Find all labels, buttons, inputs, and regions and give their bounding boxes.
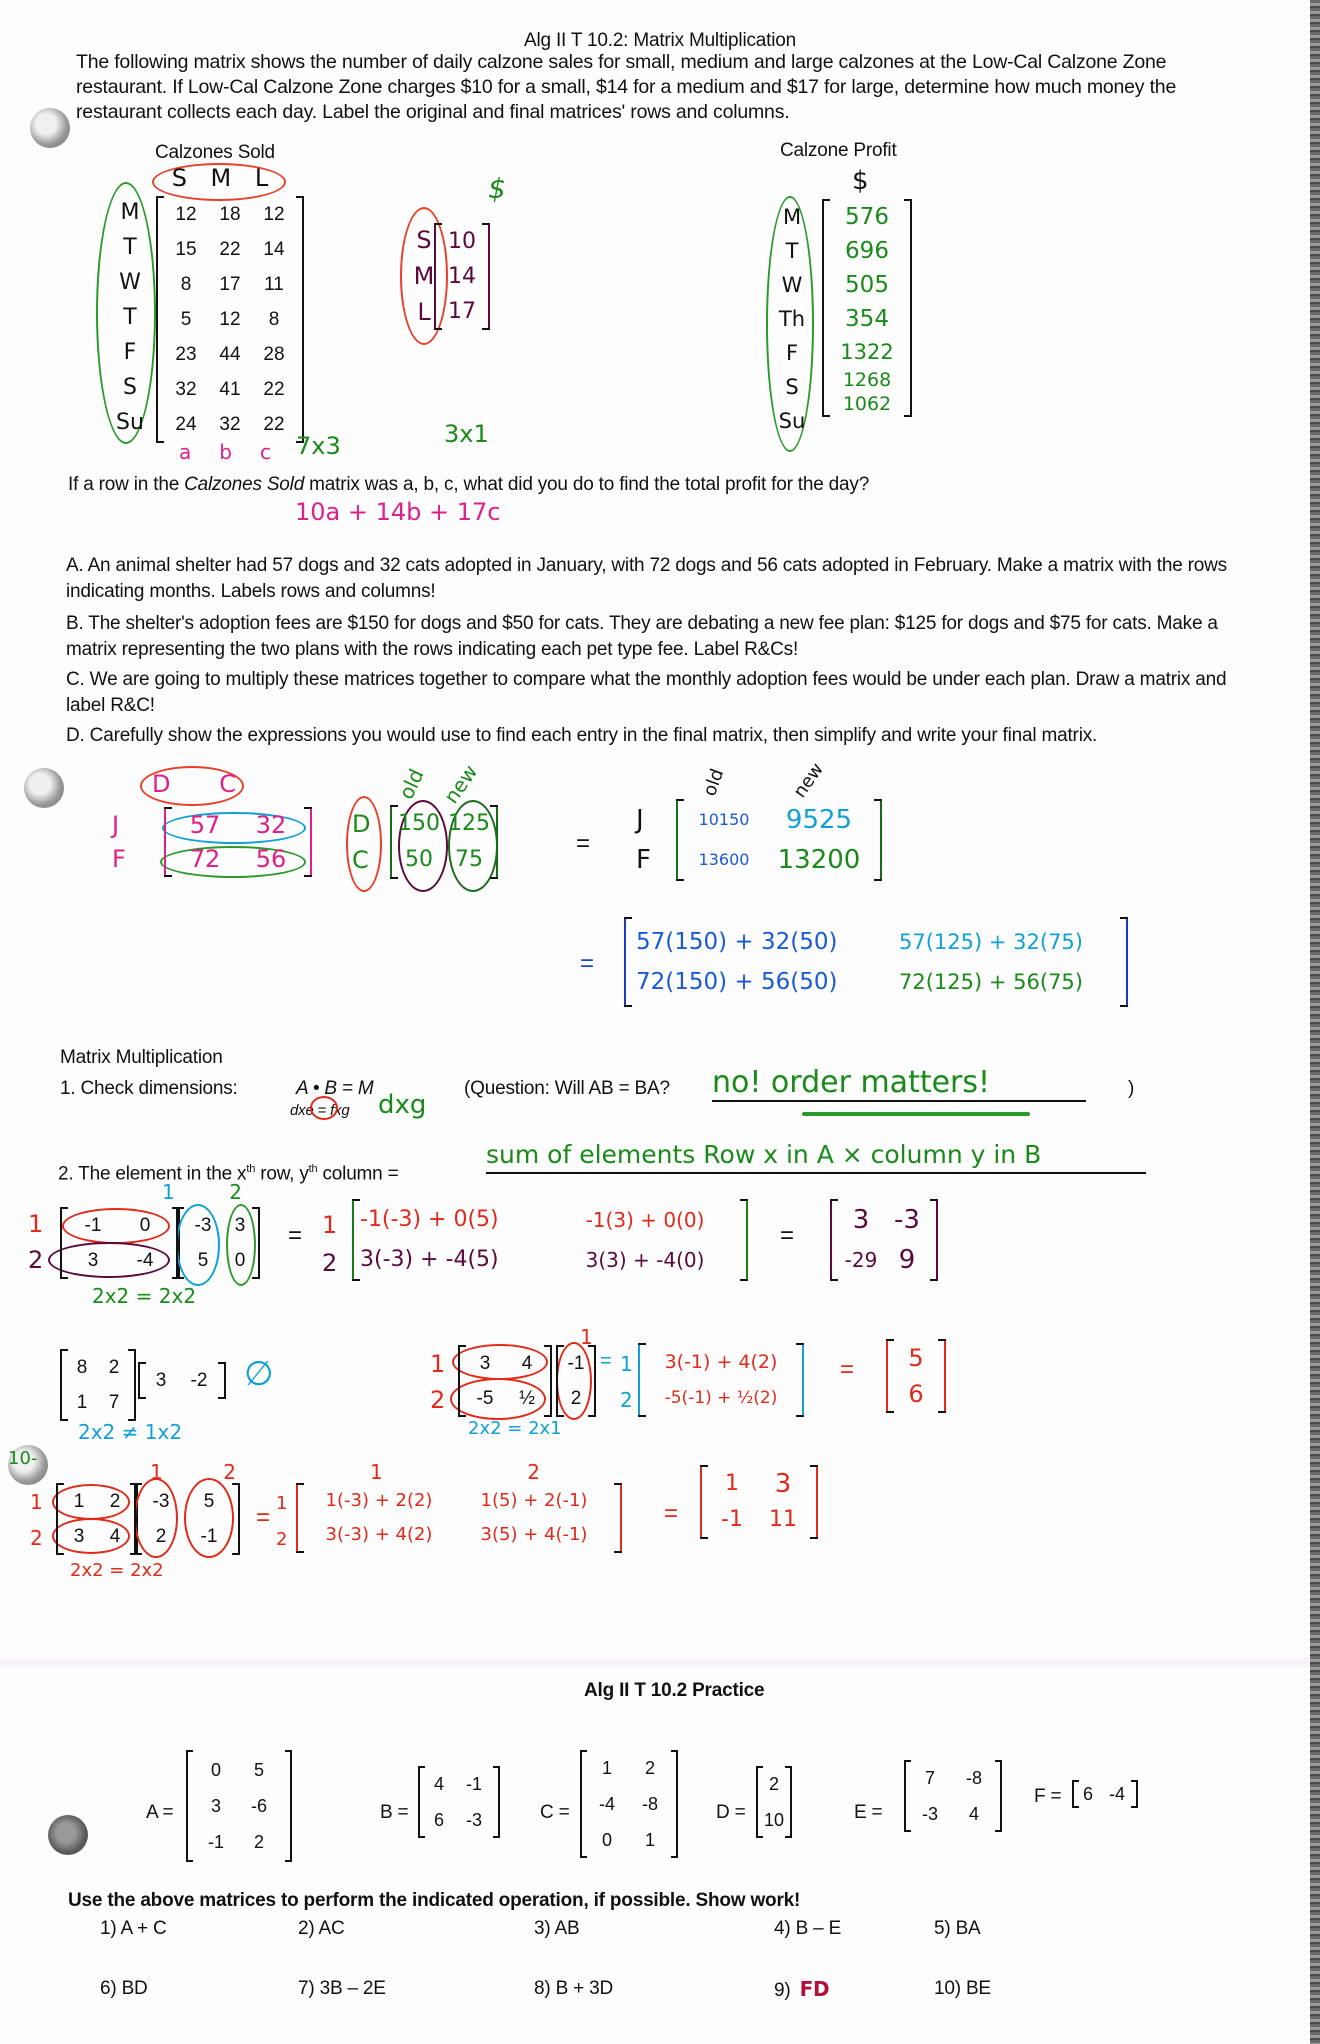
shelter-part-b: B. The shelter's adoption fees are $150 for dogs and $50 for cats. They are debating a new fee plan: $125 for dogs and $75 for cats. Make a matrix representing the two plans with the rows indicating each pet type fee. Label R&Cs! [66,613,1218,660]
row-num: 2 [28,1246,44,1274]
step2-text: row, y [255,1163,309,1185]
ex1-dims: 2x2 = 2x2 [92,1284,197,1308]
problem-10: 10) BE [934,1978,991,1999]
matrix-cell: 4 [521,1353,533,1374]
margin-note: 10- [8,1448,38,1469]
matrix-cell: -3 [194,1215,212,1236]
ex4-expression-matrix [296,1484,622,1552]
row-label: J [112,811,120,839]
matrix-cell: 354 [845,306,889,332]
problem-3: 3) AB [534,1918,580,1939]
problem-6: 6) BD [100,1978,148,1999]
ex3-row-nums [430,1346,445,1418]
matrix-cell: 8 [180,274,192,295]
ex2-matrix-a [60,1350,136,1420]
practice-matrix-c [580,1750,678,1858]
practice-matrix-f [1072,1780,1138,1808]
matrix-cell: -5 [476,1388,494,1409]
row-label: F [123,340,137,365]
matrix-cell: 10150 [698,810,750,829]
row-label: Su [778,409,806,433]
matrix-cell: -1 [721,1507,743,1532]
matrix-cell: -3 [894,1205,920,1235]
rules-step2-answer: sum of elements Row x in A × column y in B [486,1138,1146,1174]
row-num: 2 [430,1386,446,1414]
calzones-sold-label: Calzones Sold [155,142,275,163]
matrix-cell: 3 [479,1353,491,1374]
question-text: If a row in the [68,474,185,495]
superscript: th [246,1163,256,1175]
row-label: Su [116,410,144,435]
ex4-row-nums [30,1484,43,1556]
matrix-cell: 14 [448,264,476,289]
result-col-old: old [699,766,729,799]
expression-cell: 3(3) + -4(0) [585,1248,705,1272]
matrix-cell: 24 [175,414,197,435]
ex1-matrix-a [60,1208,180,1278]
matrix-cell: 17 [219,274,241,295]
matrix-cell: 3 [774,1469,792,1499]
matrix-cell: 6 [908,1380,924,1408]
expression-cell: 3(5) + 4(-1) [480,1524,588,1545]
matrix-cell: 1 [725,1471,739,1496]
matrix-cell: -29 [844,1248,878,1272]
dollar-sign-icon: $ [852,166,869,196]
equals-sign: = [600,1350,612,1372]
matrix-cell: 2 [155,1526,167,1547]
matrix-cell: 32 [219,414,241,435]
matrix-cell: 1 [601,1758,612,1778]
matrix-cell: 3 [87,1250,99,1271]
matrix-cell: 5 [180,309,192,330]
ex1-result-matrix [830,1200,938,1280]
ex2-dims: 2x2 ≠ 1x2 [78,1420,183,1444]
matrix-cell: 2 [768,1774,779,1794]
calzone-question [68,472,869,498]
rules-answer: no! order matters! [712,1066,1086,1102]
ex4-matrix-a [56,1484,138,1554]
expression-cell: 3(-1) + 4(2) [664,1351,778,1373]
ex3-result-matrix [886,1340,946,1412]
practice-instructions: Use the above matrices to perform the indicated operation, if possible. Show work! [68,1890,801,1911]
matrix-cell: 22 [263,379,285,400]
col-label-large: L [254,164,269,192]
result-matrix [676,800,882,880]
matrix-cell: -6 [250,1796,267,1816]
matrix-cell: 3 [852,1205,870,1235]
ex1-row-nums [28,1206,43,1278]
calzone-profit-label: Calzone Profit [780,140,897,161]
matrix-cell: 32 [255,811,287,839]
hole-punch-icon [24,768,64,808]
practice-title: Alg II T 10.2 Practice [584,1680,765,1701]
fee-col-old: old [393,765,429,803]
matrix-cell: 14 [263,239,285,260]
col-label-small: S [171,164,187,192]
expression-cell: 1(-3) + 2(2) [325,1490,433,1511]
matrix-cell: -3 [921,1804,938,1824]
col-num: 2 [223,1460,236,1484]
col-num: 1 [150,1460,163,1484]
row-label: T [785,239,799,263]
ex1-col-nums [162,1180,242,1204]
matrix-cell: ½ [519,1388,535,1409]
adoption-matrix [164,808,312,876]
row-label: T [123,235,137,260]
expression-cell: 3(-3) + 4(2) [325,1524,433,1545]
matrix-cell: 2 [570,1388,582,1409]
matrix-cell: -3 [465,1810,482,1830]
matrix-cell: 5 [197,1250,209,1271]
matrix-cell: 9 [898,1245,916,1275]
hole-punch-icon [48,1815,88,1855]
row-label: L [417,298,431,326]
abc-label: c [259,440,271,464]
rules-step1: 1. Check dimensions: [60,1078,238,1099]
practice-matrix-e [904,1760,1002,1832]
matrix-cell: 17 [448,299,476,324]
matrix-cell: 1 [76,1392,88,1413]
rules-dims-result: dxg [378,1090,427,1120]
col-label: C [219,770,236,798]
matrix-cell: 41 [219,379,241,400]
matrix-cell: -4 [598,1794,615,1814]
matrix-cell: 32 [175,379,197,400]
expression-cell: -1(-3) + 0(5) [360,1207,499,1232]
matrix-cell: 12 [175,204,197,225]
matrix-cell: 0 [234,1250,246,1271]
fee-row-labels [352,806,370,878]
matrix-cell: 3 [234,1215,246,1236]
rules-dims: dxe = fxg [290,1102,350,1119]
row-num: 1 [30,1490,43,1514]
fee-matrix [390,806,498,878]
problem-5: 5) BA [934,1918,981,1939]
row-label: W [119,270,141,295]
col-num: 2 [229,1180,242,1204]
ex4-matrix-b [134,1484,240,1554]
superscript: th [308,1163,318,1175]
matrix-cell: -4 [136,1250,154,1271]
matrix-cell: 125 [448,811,490,836]
matrix-cell: 72 [189,845,221,873]
ex3-dims: 2x2 = 2x1 [468,1418,562,1439]
ex3-matrix-a [458,1346,552,1416]
answer-underline [802,1112,1030,1116]
ex1-expression-matrix [352,1200,748,1280]
expression-cell: 1(5) + 2(-1) [480,1490,588,1511]
row-num: 1 [28,1210,44,1238]
matrix-cell: 4 [968,1804,979,1824]
equals-sign: = [664,1500,679,1527]
row-num: 2 [276,1529,288,1550]
matrix-cell: 11 [264,274,284,295]
problem-1: 1) A + C [100,1918,167,1939]
matrix-cell: 505 [845,272,889,298]
equals-sign: = [256,1504,271,1531]
matrix-cell: -1 [465,1774,482,1794]
row-label: S [785,375,799,399]
row-num: 1 [430,1350,446,1378]
step2-text: column = [317,1163,399,1185]
matrix-cell: 5 [908,1344,924,1372]
matrix-cell: 2 [253,1832,264,1852]
shelter-part-a: A. An animal shelter had 57 dogs and 32 cats adopted in January, with 72 dogs and 56 cats adopted in February. Make a matrix with the rows indicating months. Labels rows and columns! [66,555,1227,602]
dollar-sign-icon: $ [488,172,506,205]
row-num: 2 [30,1526,43,1550]
row-num: 2 [620,1388,633,1412]
matrix-cell: -1 [207,1832,224,1852]
price-matrix [434,224,490,329]
matrix-cell: 8 [76,1357,88,1378]
matrix-cell: 12 [219,309,241,330]
matrix-cell: 1 [73,1491,85,1512]
equals-sign: = [288,1222,303,1249]
matrix-cell: 18 [219,204,241,225]
matrix-cell: 22 [263,414,285,435]
calzone-profit-matrix [822,200,912,416]
ex1-matrix-b [176,1208,260,1278]
matrix-cell: 13600 [698,850,750,869]
row-label: M [120,200,140,225]
row-label: F [112,845,126,873]
row-label: F [636,845,651,875]
matrix-cell: -8 [641,1794,658,1814]
ex4-result-matrix [700,1466,818,1538]
ex3-expr-row-nums [620,1346,633,1418]
page-edge-shadow [1310,0,1320,2044]
ex4-dims: 2x2 = 2x2 [70,1560,164,1581]
matrix-cell: 1322 [840,340,894,364]
matrix-b-label: B = [380,1802,409,1823]
expression-cell: 57(150) + 32(50) [636,929,838,955]
inner-dims-circle [310,1096,338,1120]
row-num: 1 [620,1352,633,1376]
intro-paragraph: The following matrix shows the number of daily calzone sales for small, medium and large calzones at the Low-Cal Calzone Zone restaurant. If Low-Cal Calzone Zone charges $10 for a small, $14 for a medium and $17 for large, determine how much money the restaurant collects each day. Label the original and final matrices' rows and columns. [76,51,1177,123]
profit-row-labels [772,200,812,438]
calzone-answer: 10a + 14b + 17c [295,498,501,526]
rules-question: (Question: Will AB = BA? [464,1078,670,1099]
matrix-cell: -2 [190,1370,208,1391]
matrix-a-label: A = [146,1802,174,1823]
matrix-cell: 10 [448,229,476,254]
abc-label: b [219,440,232,464]
sold-dimensions: 7x3 [296,432,341,460]
abc-labels [165,440,285,464]
result-row-labels [636,800,651,880]
question-emphasis: Calzones Sold [184,474,305,495]
row-num: 1 [276,1493,288,1514]
ex1-expr-row-nums [322,1206,337,1282]
expression-cell: 72(150) + 56(50) [636,969,838,995]
matrix-cell: 6 [1082,1784,1093,1804]
row-num: 2 [322,1249,338,1277]
problem-4: 4) B – E [774,1918,842,1939]
row-num: 1 [322,1211,338,1239]
row-label: S [416,226,432,254]
matrix-cell: 7 [924,1768,935,1788]
matrix-cell: 5 [253,1760,264,1780]
matrix-cell: 3 [155,1370,167,1391]
expression-cell: -5(-1) + ½(2) [664,1388,778,1408]
matrix-cell: 44 [219,344,241,365]
matrix-cell: 2 [108,1357,120,1378]
expression-cell: 3(-3) + -4(5) [360,1247,499,1272]
matrix-cell: -3 [152,1491,170,1512]
matrix-cell: 57 [189,811,221,839]
problem-9 [774,1976,829,2004]
matrix-cell: 150 [398,811,440,836]
matrix-cell: 576 [845,204,889,230]
col-label-medium: M [210,164,232,192]
col-label: D [152,770,171,798]
col-num: 1 [370,1460,383,1484]
practice-matrix-d [756,1766,792,1838]
ex4-expr-row-nums [276,1486,287,1558]
matrix-cell: 4 [433,1774,444,1794]
equals-sign: = [840,1356,855,1383]
matrix-cell: 696 [845,238,889,264]
empty-set-icon: ∅ [244,1354,274,1394]
problem-2: 2) AC [298,1918,345,1939]
matrix-cell: 8 [268,309,280,330]
matrix-cell: 3 [210,1796,221,1816]
equals-sign: = [780,1222,795,1249]
matrix-cell: 10 [763,1810,785,1830]
row-label: Th [778,307,806,331]
ex3-matrix-b [556,1346,596,1416]
adopt-col-labels [152,770,236,798]
expression-cell: -1(3) + 0(0) [585,1208,705,1232]
matrix-cell: 22 [219,239,241,260]
abc-label: a [179,440,192,464]
matrix-cell: -1 [200,1526,218,1547]
ex2-matrix-b [138,1363,226,1398]
result-col-new: new [789,759,828,802]
expression-matrix [624,918,1128,1006]
matrix-cell: 50 [405,847,433,872]
step2-text: 2. The element in the x [58,1163,247,1185]
fee-col-new: new [438,760,483,808]
row-label: J [636,805,644,835]
matrix-cell: 75 [455,847,483,872]
calzones-sold-matrix [156,197,304,442]
ex3-col-num: 1 [580,1325,593,1349]
shelter-part-c: C. We are going to multiply these matrices together to compare what the monthly adoption fees would be under each plan. Draw a matrix and label R&C! [66,669,1227,716]
row-label: F [785,341,799,365]
rules-close-paren: ) [1128,1078,1135,1099]
equals-sign: = [576,830,591,857]
matrix-cell: 9525 [785,805,853,835]
row-label: S [123,375,137,400]
expression-cell: 57(125) + 32(75) [899,930,1083,954]
matrix-cell: 7 [108,1392,120,1413]
problem-8: 8) B + 3D [534,1978,613,1999]
matrix-cell: 0 [139,1215,151,1236]
matrix-cell: -8 [965,1768,982,1788]
matrix-cell: 0 [210,1760,221,1780]
matrix-cell: 2 [644,1758,655,1778]
practice-matrix-a [186,1750,292,1862]
rules-heading: Matrix Multiplication [60,1047,223,1068]
problem-9-number: 9) [774,1980,791,2001]
matrix-cell: 3 [73,1526,85,1547]
matrix-cell: 12 [263,204,285,225]
calzone-column-labels [160,164,280,192]
matrix-cell: 5 [203,1491,215,1512]
matrix-cell: 13200 [777,845,861,875]
shelter-part-d: D. Carefully show the expressions you would use to find each entry in the final matrix, then simplify and write your final matrix. [66,725,1098,746]
matrix-cell: 1268 [842,369,892,391]
row-label: C [352,846,369,874]
hole-punch-icon [30,108,70,148]
matrix-cell: 28 [263,344,285,365]
page-fold [0,1655,1310,1669]
calzone-row-labels [110,195,150,440]
matrix-cell: 11 [769,1507,797,1532]
matrix-cell: -1 [84,1215,102,1236]
practice-matrix-b [418,1766,500,1838]
row-label: T [123,305,137,330]
matrix-cell: 56 [255,845,287,873]
adopt-row-labels [112,808,126,876]
row-label: M [782,205,802,229]
matrix-cell: 2 [109,1491,121,1512]
matrix-cell: 1062 [842,393,892,415]
matrix-cell: 6 [433,1810,444,1830]
matrix-cell: 1 [644,1830,655,1850]
col-num: 1 [162,1180,175,1204]
matrix-cell: 15 [175,239,197,260]
row-label: M [413,262,435,290]
ex4-expr-col-nums [370,1460,540,1484]
col-num: 2 [527,1460,540,1484]
equals-sign: = [580,950,595,977]
matrix-cell: 0 [601,1830,612,1850]
matrix-f-label: F = [1034,1786,1062,1807]
problem-7: 7) 3B – 2E [298,1978,386,1999]
expression-cell: 72(125) + 56(75) [899,970,1083,994]
matrix-cell: 23 [175,344,197,365]
matrix-cell: -1 [567,1353,585,1374]
matrix-c-label: C = [540,1802,570,1823]
matrix-d-label: D = [716,1802,746,1823]
matrix-cell: 4 [109,1526,121,1547]
problem-9-correction: FD [799,1977,830,2001]
ex3-expression-matrix [638,1344,804,1416]
page-title: Alg II T 10.2: Matrix Multiplication [524,30,796,51]
rules-formula: A • B = M [296,1078,374,1099]
price-dimensions: 3x1 [444,420,489,448]
row-label: W [781,273,803,297]
question-text: matrix was a, b, c, what did you do to find the total profit for the day? [304,474,870,495]
matrix-cell: -4 [1108,1784,1125,1804]
matrix-e-label: E = [854,1802,883,1823]
row-label: D [352,810,371,838]
